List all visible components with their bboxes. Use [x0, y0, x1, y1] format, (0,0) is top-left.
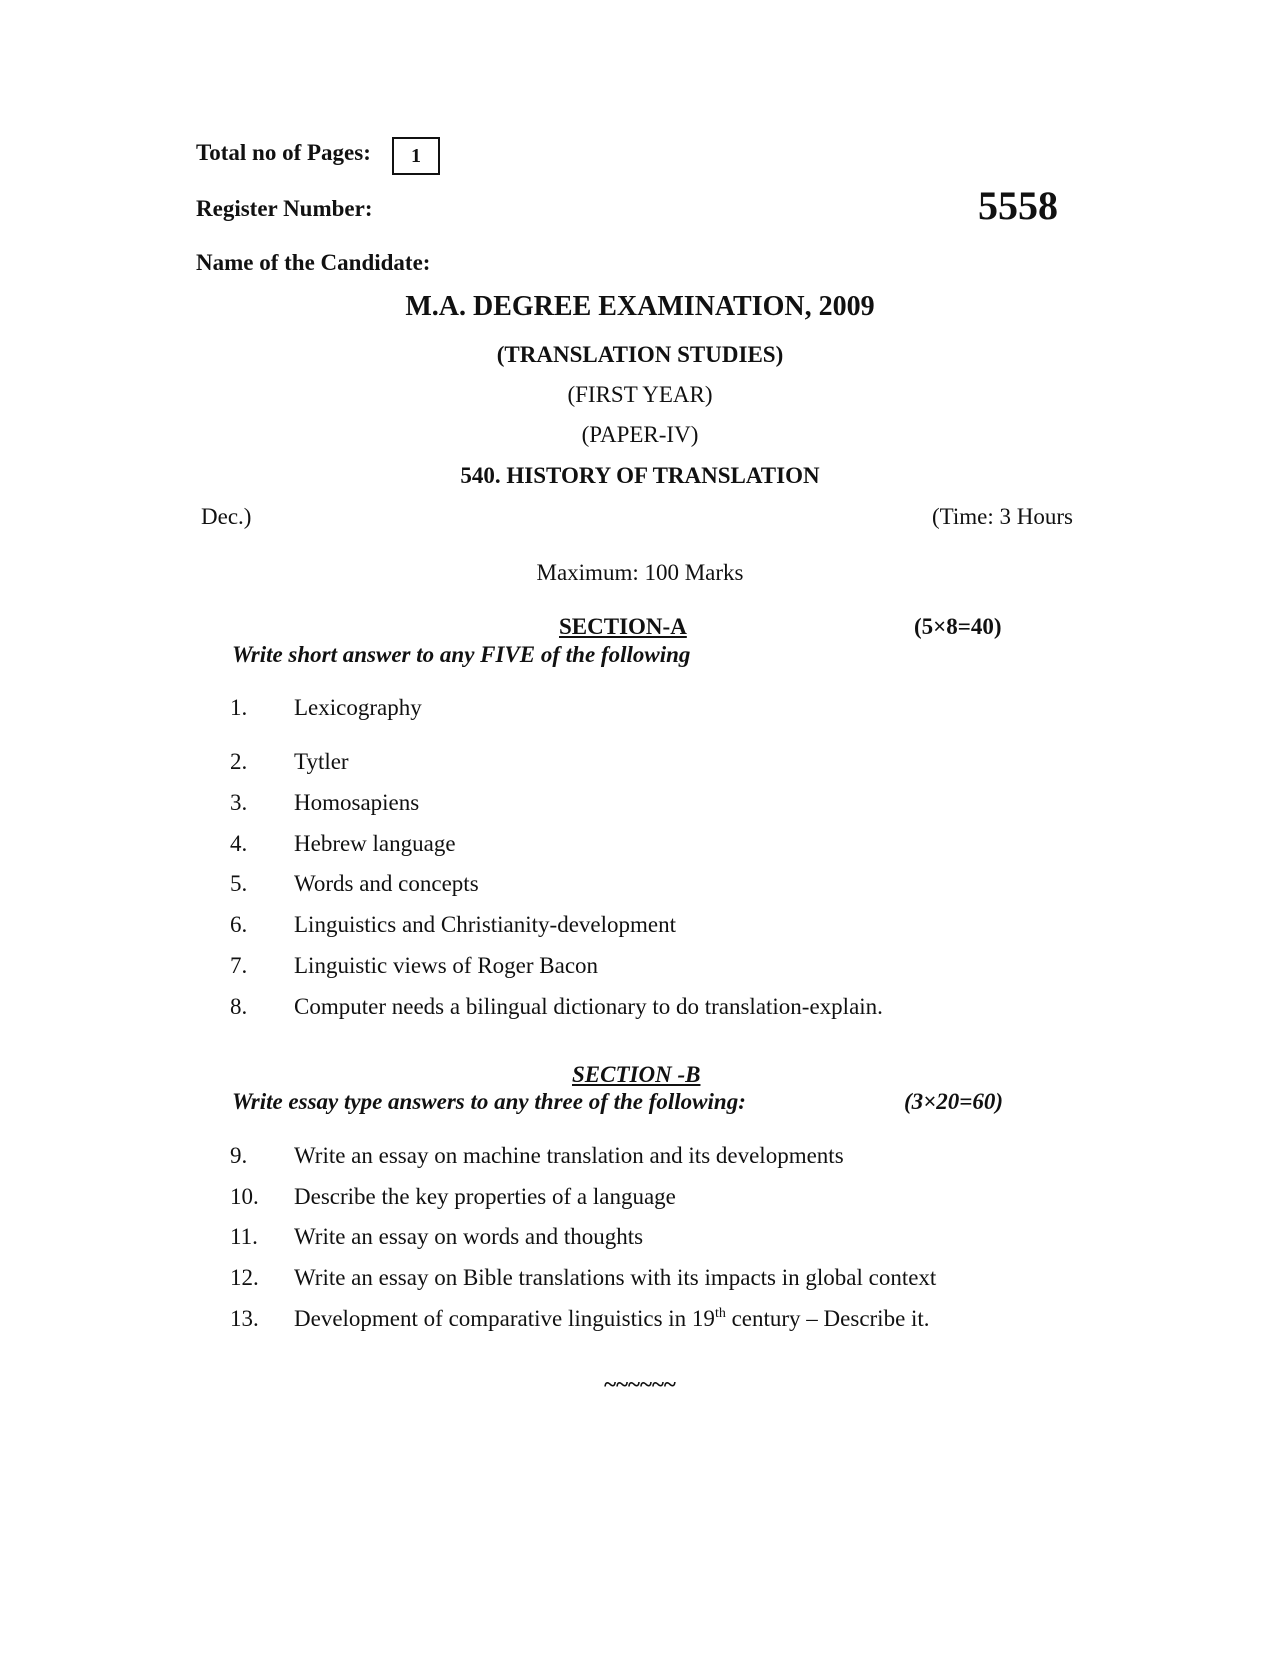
- question-number: 2.: [230, 749, 248, 774]
- ordinal-superscript: th: [714, 1306, 726, 1321]
- question-number: 7.: [230, 953, 248, 978]
- max-marks: Maximum: 100 Marks: [536, 560, 744, 585]
- total-pages-box: 1: [392, 137, 440, 175]
- question-text: Write an essay on machine translation and its developments: [294, 1143, 844, 1168]
- question-text: Describe the key properties of a language: [294, 1184, 676, 1209]
- question-text: Words and concepts: [294, 871, 479, 896]
- question-text: Write an essay on Bible translations with its impacts in global context: [294, 1265, 937, 1290]
- section-a-marks: (5×8=40): [914, 614, 1002, 639]
- register-number-label: Register Number:: [196, 196, 373, 221]
- end-mark: ~~~~~~: [604, 1372, 676, 1397]
- question-text-before: Development of comparative linguistics in 19: [294, 1306, 715, 1331]
- exam-year: (FIRST YEAR): [567, 382, 713, 407]
- question-number: 10.: [230, 1184, 259, 1209]
- question-number: 5.: [230, 871, 248, 896]
- exam-paper: (PAPER-IV): [581, 422, 699, 447]
- section-b-instruction: Write essay type answers to any three of the following:: [232, 1089, 746, 1114]
- question-text: Computer needs a bilingual dictionary to do translation-explain.: [294, 994, 883, 1019]
- exam-stream: (TRANSLATION STUDIES): [496, 342, 784, 367]
- question-text: Hebrew language: [294, 831, 456, 856]
- question-text-after: century – Describe it.: [725, 1306, 930, 1331]
- question-text: Lexicography: [294, 695, 422, 720]
- exam-session: Dec.): [201, 504, 252, 529]
- question-number: 12.: [230, 1265, 259, 1290]
- paper-code: 5558: [978, 183, 1058, 228]
- exam-time: (Time: 3 Hours: [932, 504, 1073, 529]
- question-number: 9.: [230, 1143, 248, 1168]
- question-number: 11.: [230, 1224, 258, 1249]
- exam-title: M.A. DEGREE EXAMINATION, 2009: [405, 291, 875, 322]
- total-pages-label: Total no of Pages:: [196, 140, 371, 165]
- question-text: Homosapiens: [294, 790, 420, 815]
- question-number: 4.: [230, 831, 248, 856]
- section-a-heading: SECTION-A: [559, 614, 687, 639]
- section-b-marks: (3×20=60): [904, 1089, 1004, 1114]
- question-number: 6.: [230, 912, 248, 937]
- question-number: 1.: [230, 695, 248, 720]
- section-b-heading: SECTION -B: [572, 1062, 701, 1087]
- candidate-name-label: Name of the Candidate:: [196, 250, 431, 275]
- question-number: 3.: [230, 790, 248, 815]
- question-text: [294, 1306, 930, 1332]
- question-text: Linguistic views of Roger Bacon: [294, 953, 599, 978]
- course-title: 540. HISTORY OF TRANSLATION: [460, 463, 820, 488]
- question-number: 13.: [230, 1306, 259, 1331]
- question-text: Write an essay on words and thoughts: [294, 1224, 644, 1249]
- question-text: Tytler: [294, 749, 349, 774]
- question-text: Linguistics and Christianity-development: [294, 912, 676, 937]
- question-number: 8.: [230, 994, 248, 1019]
- section-a-instruction: Write short answer to any FIVE of the following: [232, 642, 691, 667]
